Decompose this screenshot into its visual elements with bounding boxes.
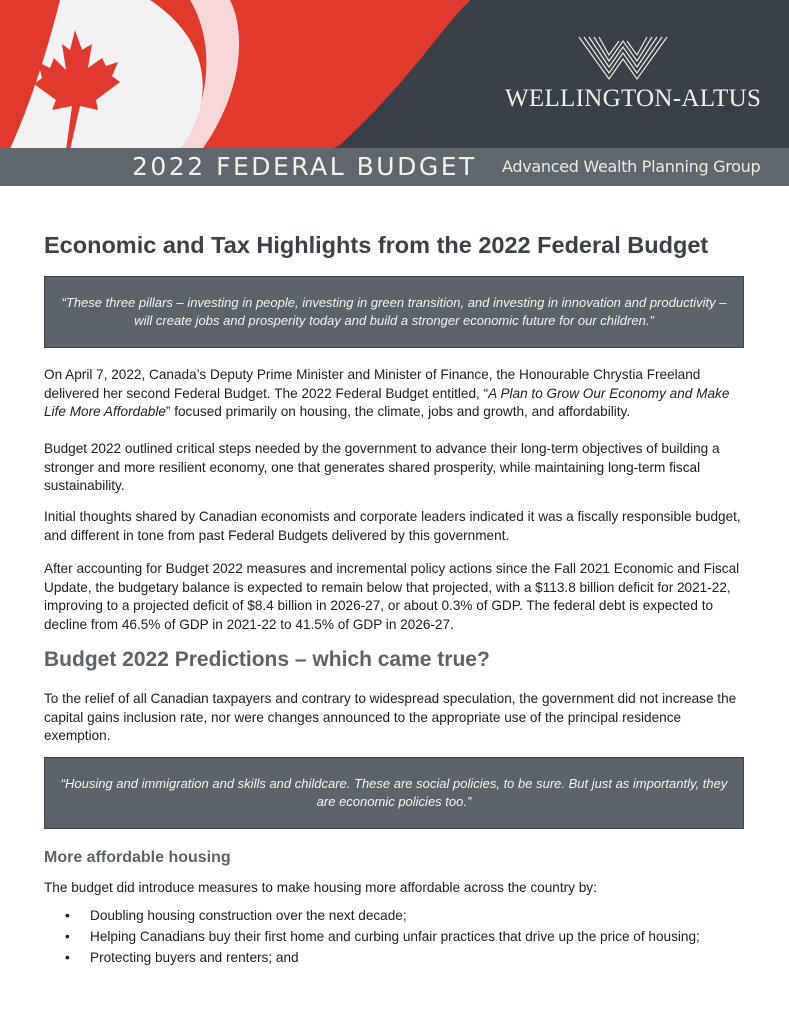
quote-box	[44, 276, 744, 348]
banner-title: 2022 FEDERAL BUDGET	[132, 152, 477, 181]
quote-text: “Housing and immigration and skills and childcare. These are social policies, to be sure. But just as importantly, they are economic policies too.”	[60, 776, 728, 809]
list-item: • Doubling housing construction over the next decade;	[44, 905, 700, 926]
paragraph-intro	[44, 366, 749, 422]
paragraph: Initial thoughts shared by Canadian economists and corporate leaders indicated it was a fiscally responsible budget, and different in tone from past Federal Budgets delivered by this government.	[44, 509, 741, 543]
company-logo-text: WELLINGTON-ALTUS	[505, 85, 762, 112]
quote-box	[44, 757, 744, 829]
list-item: • Protecting buyers and renters; and	[44, 947, 700, 968]
page-title: Economic and Tax Highlights from the 2022 Federal Budget	[44, 232, 709, 258]
text: On April 7, 2022, Canada’s Deputy Prime Minister and Minister of Finance, the Honourable Chrystia Freeland delivered her second Federal Budget. The 2022 Federal Budget entitled, “	[44, 367, 701, 401]
paragraph: Budget 2022 outlined critical steps needed by the government to advance their long-term objectives of building a stronger and more resilient economy, one that generates shared prosperity, while maintaining long-term fiscal sustainability.	[44, 441, 720, 493]
list-item: • Helping Canadians buy their first home and curbing unfair practices that drive up the price of housing;	[44, 926, 700, 947]
section-heading: Budget 2022 Predictions – which came true?	[44, 648, 490, 671]
quote-text: “These three pillars – investing in people, investing in green transition, and investing in innovation and productivity – will create jobs and prosperity today and build a stronger economic future for our children.”	[61, 295, 727, 328]
paragraph: To the relief of all Canadian taxpayers and contrary to widespread speculation, the government did not increase the capital gains inclusion rate, nor were changes announced to the appropriate use of the principal residence exemption.	[44, 691, 737, 743]
header-banner	[0, 0, 789, 186]
subsection-heading: More affordable housing	[44, 849, 231, 866]
text: ” focused primarily on housing, the climate, jobs and growth, and affordability.	[165, 404, 631, 419]
paragraph: After accounting for Budget 2022 measures and incremental policy actions since the Fall 2021 Economic and Fiscal Update, the budgetary balance is expected to remain below that projected, with a $113.8 billion deficit for 2021-22, improving to a projected deficit of $8.4 billion in 2026-27, or about 0.3% of GDP. The federal debt is expected to decline from 46.5% of GDP in 2021-22 to 41.5% of GDP in 2026-27.	[44, 561, 740, 632]
bullet-list	[44, 905, 700, 968]
banner-subtitle: Advanced Wealth Planning Group	[502, 157, 761, 176]
wellington-altus-logo-icon	[575, 35, 671, 83]
paragraph: The budget did introduce measures to make housing more affordable across the country by:	[44, 880, 597, 895]
budget-title-italic: A Plan to Grow Our Economy and Make Life More Affordable	[44, 385, 730, 419]
